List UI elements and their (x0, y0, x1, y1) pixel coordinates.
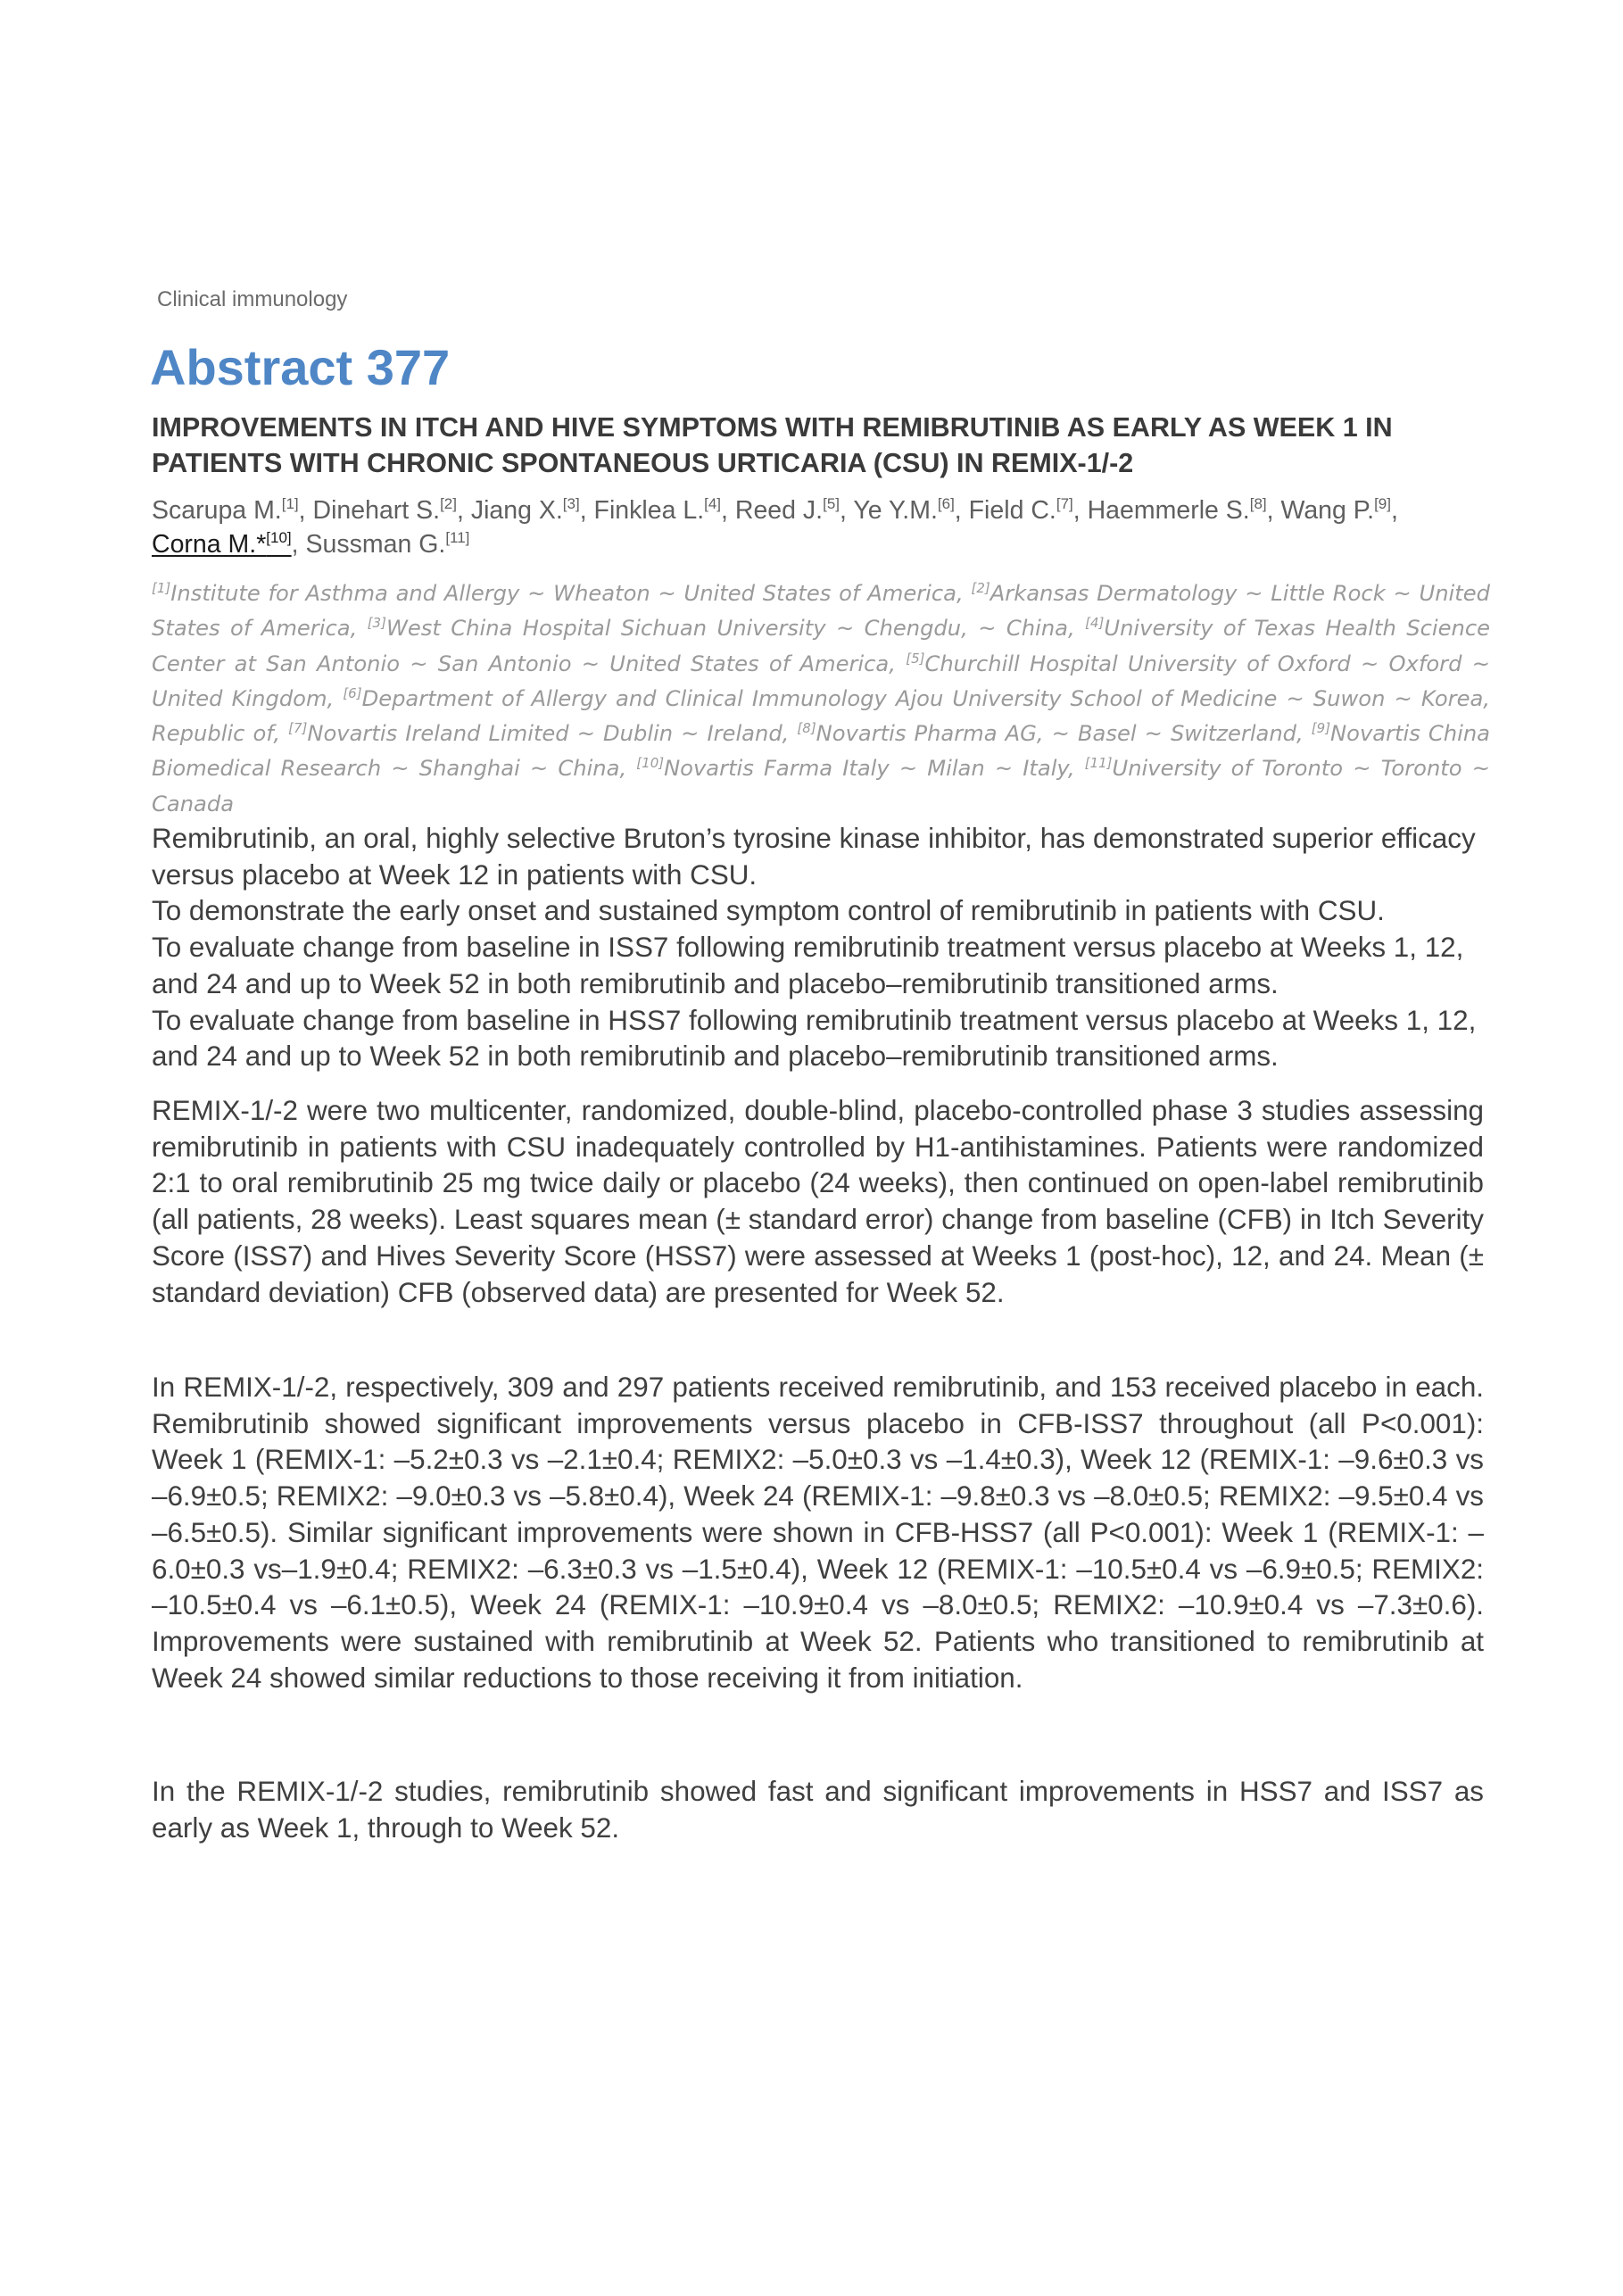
author: Sussman G.[11] (305, 528, 470, 559)
category-label: Clinical immunology (157, 287, 348, 311)
author: Scarupa M.[1] (152, 494, 299, 525)
methods-section (152, 1093, 1484, 1311)
methods-paragraph: REMIX-1/-2 were two multicenter, randomized, double-blind, placebo-controlled phase 3 studies assessing remibrutinib in patients with CSU inadequately controlled by H1-antihistamines. Patients were randomized 2:1 to oral remibrutinib 25 mg twice daily or placebo (24 weeks), then continued on open-label remibrutinib (all patients, 28 weeks). Least squares mean (± standard error) change from baseline (CFB) in Itch Severity Score (ISS7) and Hives Severity Score (HSS7) were assessed at Weeks 1 (post-hoc), 12, and 24. Mean (± standard deviation) CFB (observed data) are presented for Week 52. (152, 1095, 1484, 1308)
affiliation: [1]Institute for Asthma and Allergy ~ Wheaton ~ United States of America (152, 579, 957, 606)
objective-paragraph: To evaluate change from baseline in HSS7 following remibrutinib treatment versus placebo at Weeks 1, 12, and 24 and up to Week 52 in both remibrutinib and placebo–remibrutinib transitioned arms. (152, 1004, 1477, 1073)
objective-paragraph: To demonstrate the early onset and sustained symptom control of remibrutinib in patients with CSU. (152, 895, 1385, 927)
author: Reed J.[5] (734, 494, 840, 525)
author: Jiang X.[3] (470, 494, 580, 525)
affiliation: [10]Novartis Farma Italy ~ Milan ~ Italy (636, 755, 1068, 782)
introduction-section (152, 821, 1484, 1075)
author: Wang P.[9] (1280, 494, 1391, 525)
affiliation: [3]West China Hospital Sichuan University ~ Chengdu, ~ China (367, 615, 1068, 642)
affiliation: [2]Arkansas Dermatology ~ Little Rock ~ United States of America (152, 579, 1490, 642)
author: Field C.[7] (968, 494, 1073, 525)
objective-paragraph: To evaluate change from baseline in ISS7 following remibrutinib treatment versus placebo at Weeks 1, 12, and 24 and up to Week 52 in both remibrutinib and placebo–remibrutinib transitioned arms. (152, 932, 1464, 999)
results-paragraph: In REMIX-1/-2, respectively, 309 and 297 patients received remibrutinib, and 153 received placebo in each. Remibrutinib showed significant improvements versus placebo in CFB-ISS7 throughout (all P<0.001): Week 1 (REMIX-1: –5.2±0.3 vs –2.1±0.4; REMIX2: –5.0±0.3 vs –1.4±0.3), Week 12 (REMIX-1: –9.6±0.3 vs –6.9±0.5; REMIX2: –9.0±0.3 vs –5.8±0.4), Week 24 (REMIX-1: –9.8±0.3 vs –8.0±0.5; REMIX2: –9.5±0.4 vs –6.5±0.5). Similar significant improvements were shown in CFB-HSS7 (all P<0.001): Week 1 (REMIX-1: –6.0±0.3 vs–1.9±0.4; REMIX2: –6.3±0.3 vs –1.5±0.4), Week 12 (REMIX-1: –10.5±0.4 vs –6.9±0.5; REMIX2: –10.5±0.4 vs –6.1±0.5), Week 24 (REMIX-1: –10.9±0.4 vs –8.0±0.5; REMIX2: –10.9±0.4 vs –7.3±0.6). Improvements were sustained with remibrutinib at Week 52. Patients who transitioned to remibrutinib at Week 24 showed similar reductions to those receiving it from initiation. (152, 1372, 1484, 1694)
affiliation: [9]Novartis China Biomedical Research ~ Shanghai ~ China (152, 720, 1490, 782)
affiliation-list: [1]Institute for Asthma and Allergy ~ Wheaton ~ United States of America, [2]Arkansas Dermatology ~ Little Rock ~ United States of America, [3]West China Hospital Sichuan University ~ Chengdu, ~ China, [4]University of Texas Health Science Center at San Antonio ~ San Antonio ~ United States of America, [5]Churchill Hospital University of Oxford ~ Oxford ~ United Kingdom, [6]Department of Allergy and Clinical Immunology Ajou University School of Medicine ~ Suwon ~ Korea, Republic of, [7]Novartis Ireland Limited ~ Dublin ~ Ireland, [8]Novartis Pharma AG, ~ Basel ~ Switzerland, [9]Novartis China Biomedical Research ~ Shanghai ~ China, [10]Novartis Farma Italy ~ Milan ~ Italy, [11]University of Toronto ~ Toronto ~ Canada (152, 579, 1491, 816)
author-list: Scarupa M.[1], Dinehart S.[2], Jiang X.[3], Finklea L.[4], Reed J.[5], Ye Y.M.[6], Field C.[7], Haemmerle S.[8], Wang P.[9], Corna M.*[10], Sussman G.[11] (152, 494, 1398, 559)
author: Haemmerle S.[8] (1087, 494, 1267, 525)
conclusion-section (152, 1774, 1484, 1846)
article-title: IMPROVEMENTS IN ITCH AND HIVE SYMPTOMS WITH REMIBRUTINIB AS EARLY AS WEEK 1 IN PATIENTS WITH CHRONIC SPONTANEOUS URTICARIA (CSU) IN REMIX-1/-2 (152, 412, 1393, 478)
author: Finklea L.[4] (593, 494, 722, 525)
affiliation: [5]Churchill Hospital University of Oxford ~ Oxford ~ United Kingdom (152, 650, 1491, 711)
results-section (152, 1370, 1484, 1696)
presenting-author: Corna M.*[10] (152, 528, 292, 559)
abstract-number-heading: Abstract 377 (150, 339, 451, 395)
author: Ye Y.M.[6] (853, 494, 955, 525)
background-paragraph: Remibrutinib, an oral, highly selective Bruton’s tyrosine kinase inhibitor, has demonstrated superior efficacy versus placebo at Week 12 in patients with CSU. (152, 823, 1476, 891)
author: Dinehart S.[2] (312, 494, 457, 525)
affiliation: [4]University of Texas Health Science Center at San Antonio ~ San Antonio ~ United States of America (152, 615, 1490, 676)
affiliation: [11]University of Toronto ~ Toronto ~ Canada (152, 755, 1490, 816)
conclusion-paragraph: In the REMIX-1/-2 studies, remibrutinib showed fast and significant improvements in HSS7 and ISS7 as early as Week 1, through to Week 52. (152, 1776, 1484, 1844)
affiliation: [6]Department of Allergy and Clinical Immunology Ajou University School of Medicine ~ Suwon ~ Korea, Republic of (152, 684, 1490, 747)
affiliation: [7]Novartis Ireland Limited ~ Dublin ~ Ireland (288, 720, 783, 747)
affiliation: [8]Novartis Pharma AG, ~ Basel ~ Switzerland (797, 720, 1297, 747)
